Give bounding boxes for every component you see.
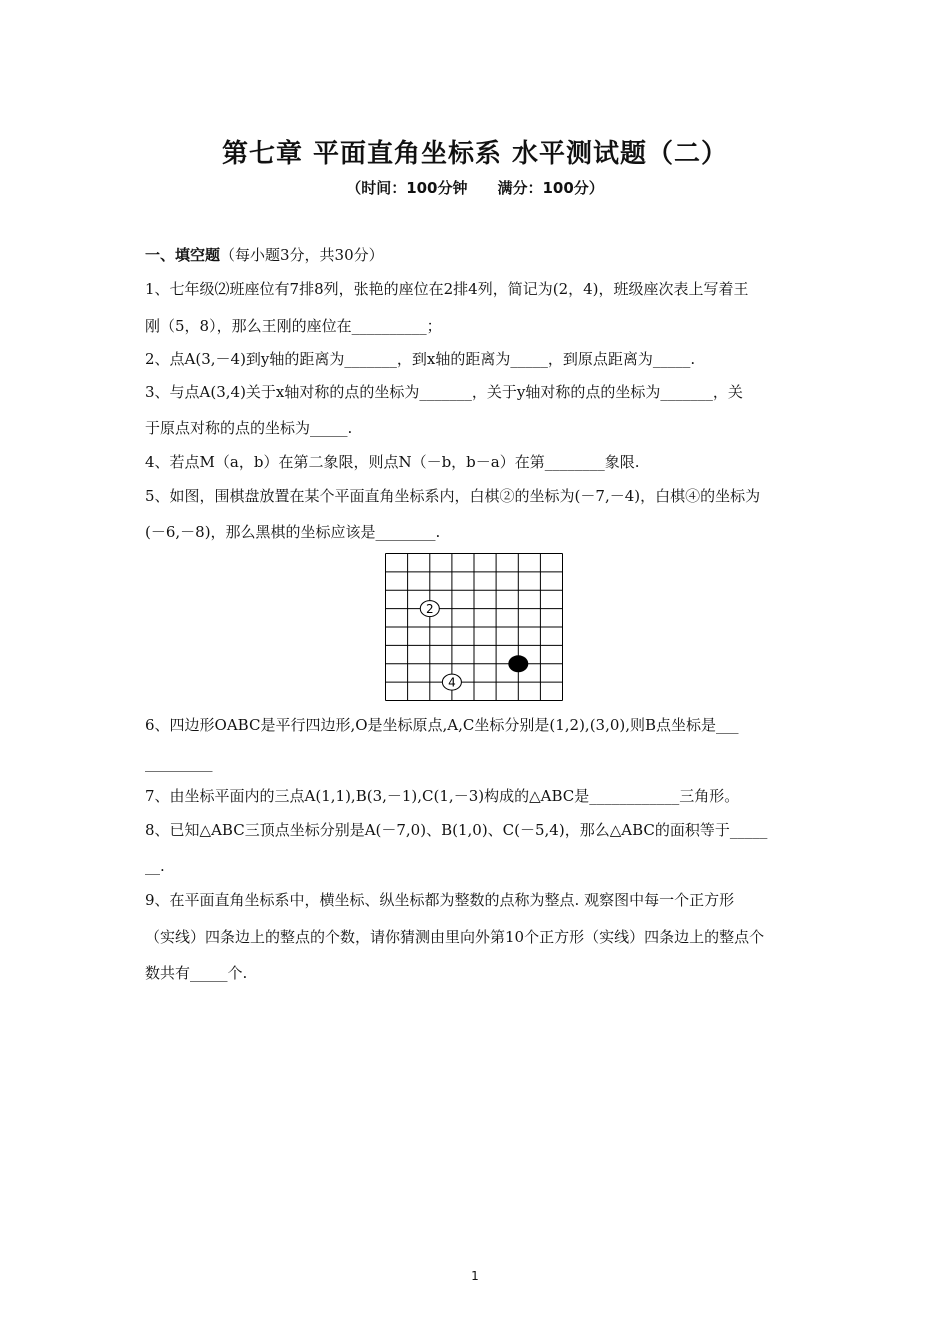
black-stone: [508, 655, 528, 672]
white-stone-4-label: 4: [448, 675, 456, 690]
question-3-line-1: 3、与点A(3,4)关于x轴对称的点的坐标为_______，关于y轴对称的点的坐标为_______，关: [145, 383, 743, 401]
full-score: 满分：100分）: [497, 179, 604, 197]
white-stone-4: [442, 674, 461, 690]
question-2: 2、点A(3,－4)到y轴的距离为_______，到x轴的距离为_____，到原点距离为_____.: [145, 350, 696, 368]
question-4: 4、若点M（a，b）在第二象限，则点N（－b，b－a）在第________象限.: [145, 453, 640, 471]
white-stone-2-label: 2: [425, 602, 434, 616]
question-1-line-1: 1、七年级⑵班座位有7排8列，张艳的座位在2排4列，简记为(2，4)，班级座次表上写着王: [145, 280, 749, 298]
page-number: 1: [471, 1269, 479, 1283]
question-8-line-2: __.: [145, 857, 165, 875]
question-6-line-1: 6、四边形OABC是平行四边形,O是坐标原点,A,C坐标分别是(1,2),(3,0),则B点坐标是___: [145, 716, 739, 734]
section-heading: [145, 245, 384, 265]
page-title: 第七章 平面直角坐标系 水平测试题（二）: [221, 139, 729, 169]
board-grid: [386, 554, 563, 701]
white-stone-2: [420, 601, 439, 617]
time-limit: （时间：100分钟: [346, 179, 468, 197]
section-note: （每小题3分，共30分）: [220, 246, 384, 264]
question-9-line-3: 数共有_____个.: [145, 964, 248, 982]
question-1-line-2: 刚（5，8），那么王刚的座位在__________；: [145, 317, 442, 335]
question-9-line-2: （实线）四条边上的整点的个数，请你猜测由里向外第10个正方形（实线）四条边上的整点个: [145, 928, 765, 946]
exam-info: [0, 177, 950, 198]
question-6-line-2: _________: [145, 754, 213, 772]
question-5-line-1: 5、如图，围棋盘放置在某个平面直角坐标系内，白棋②的坐标为(－7,－4)，白棋④的坐标为: [145, 487, 761, 505]
question-8-line-1: 8、已知△ABC三顶点坐标分别是A(－7,0)、B(1,0)、C(－5,4)，那么△ABC的面积等于_____: [145, 821, 768, 839]
question-7: 7、由坐标平面内的三点A(1,1),B(3,－1),C(1,－3)构成的△ABC是____________三角形。: [145, 787, 740, 805]
go-board-figure: [385, 553, 563, 701]
section-title: 一、填空题: [145, 246, 221, 264]
question-9-line-1: 9、在平面直角坐标系中，横坐标、纵坐标都为整数的点称为整点. 观察图中每一个正方形: [145, 891, 735, 909]
question-3-line-2: 于原点对称的点的坐标为_____.: [145, 419, 353, 437]
question-5-line-2: (－6,－8)，那么黑棋的坐标应该是________.: [145, 523, 441, 541]
